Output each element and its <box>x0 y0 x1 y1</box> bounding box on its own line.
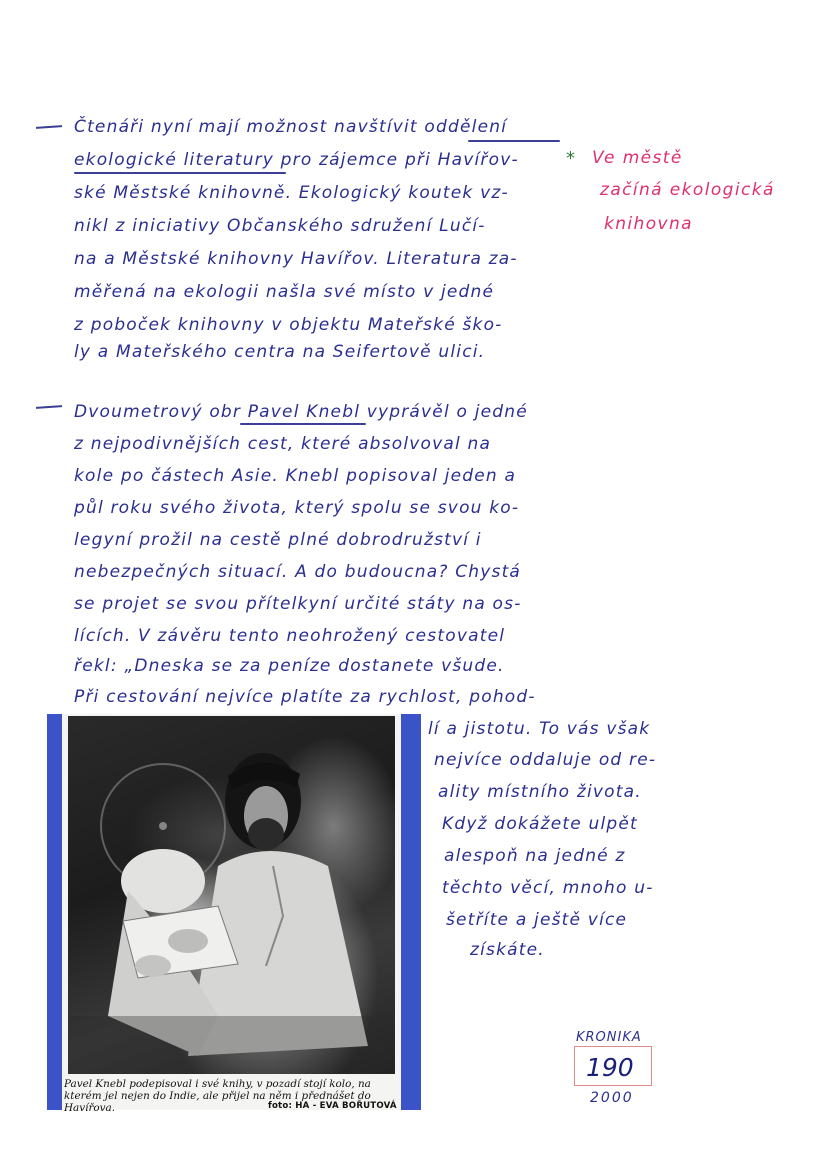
stamp-label: KRONIKA <box>576 1030 642 1045</box>
paragraph-1-line-5: na a Městské knihovny Havířov. Literatura za- <box>74 249 518 269</box>
paragraph-1-line-7: z poboček knihovny v objektu Mateřské ško- <box>74 315 503 335</box>
underline-pavel-knebl <box>240 423 366 425</box>
paragraph-2-line-10: Při cestování nejvíce platíte za rychlost, pohod- <box>74 687 536 707</box>
continuation-line-3: ality místního života. <box>438 782 642 802</box>
paragraph-1-line-1: Čtenáři nyní mají možnost navštívit oddělení <box>74 117 508 137</box>
margin-note-line-2: začíná ekologická <box>600 180 775 200</box>
margin-note-line-3: knihovna <box>604 214 693 234</box>
continuation-line-2: nejvíce oddaluje od re- <box>434 750 657 770</box>
page-number: 190 <box>586 1053 634 1082</box>
underline-ekologicke-literatury <box>74 172 286 174</box>
continuation-line-6: těchto věcí, mnoho u- <box>442 878 654 898</box>
margin-note-line-1: Ve městě <box>592 148 683 168</box>
margin-asterisk-icon: * <box>566 148 575 169</box>
stamp-year: 2000 <box>590 1090 634 1106</box>
paragraph-2-line-3: kole po částech Asie. Knebl popisoval jeden a <box>74 466 517 486</box>
paragraph-1-line-3: ské Městské knihovně. Ekologický koutek vz- <box>74 183 509 203</box>
paragraph-2-line-1: Dvoumetrový obr Pavel Knebl vyprávěl o jedné <box>74 402 528 422</box>
paragraph-2-line-6: nebezpečných situací. A do budoucna? Chystá <box>74 562 522 582</box>
paragraph-1-dash <box>36 125 62 129</box>
continuation-line-4: Když dokážete ulpět <box>442 814 638 834</box>
paragraph-2-line-9: řekl: „Dneska se za peníze dostanete všude. <box>74 656 505 676</box>
paragraph-2-line-7: se projet se svou přítelkyní určité státy na os- <box>74 594 522 614</box>
clipping-photo-credit: foto: HA - EVA BOŘUTOVÁ <box>268 1101 397 1111</box>
paragraph-1-line-2: ekologické literatury pro zájemce při Havířov- <box>74 150 519 170</box>
clipping-photo <box>68 716 395 1074</box>
paragraph-1-line-6: měřená na ekologii našla své místo v jedné <box>74 282 495 302</box>
continuation-line-5: alespoň na jedné z <box>444 846 626 866</box>
paragraph-2-dash <box>36 405 62 409</box>
paragraph-2-line-8: lících. V závěru tento neohrožený cestovatel <box>74 626 506 646</box>
continuation-line-8: získáte. <box>470 940 545 960</box>
paragraph-2-line-2: z nejpodivnějších cest, které absolvoval na <box>74 434 492 454</box>
paragraph-1-line-4: nikl z iniciativy Občanského sdružení Lučí- <box>74 216 486 236</box>
paragraph-1-line-8: ly a Mateřského centra na Seifertově ulici. <box>74 342 486 362</box>
paragraph-2-line-5: legyní prožil na cestě plné dobrodružství i <box>74 530 482 550</box>
photo-silhouette <box>68 716 395 1074</box>
clipping-caption: Pavel Knebl podepisoval i své knihy, v pozadí stojí kolo, na kterém jel nejen do Indie, ale přijel na něm i přednášet do Havířova. <box>64 1078 371 1114</box>
continuation-line-1: lí a jistotu. To vás však <box>428 719 651 739</box>
continuation-line-7: šetříte a ještě více <box>446 910 628 930</box>
underline-oddeleni <box>468 140 560 142</box>
paragraph-2-line-4: půl roku svého života, který spolu se svou ko- <box>74 498 520 518</box>
